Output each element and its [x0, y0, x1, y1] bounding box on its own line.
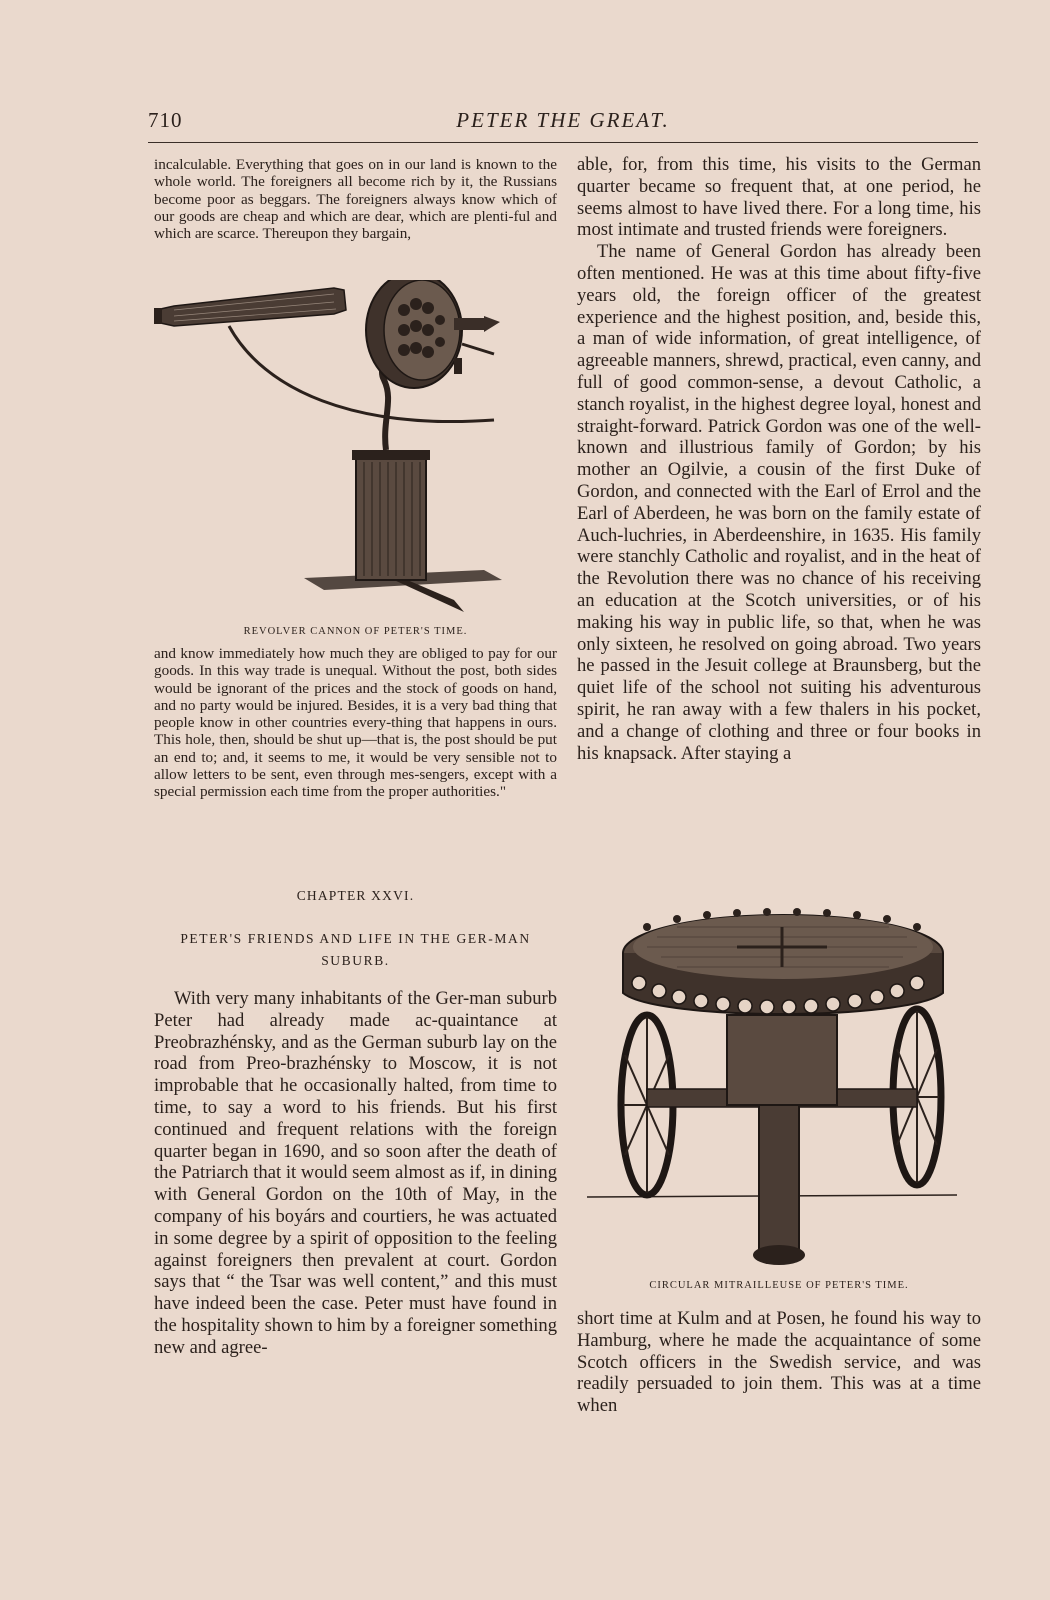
- chapter-number: CHAPTER XXVI.: [296, 888, 415, 903]
- paragraph-after-figure: and know immediately how much they are obliged to pay for our goods. In this way trade is unequal. Without the post, both sides would be ignorant of the prices and the stock of goods on hand, and no party would be injured. Besides, it is a very bad thing that people know in other countries every-thing that happens in ours. This hole, then, should be shut up—that is, the post should be put an end to; and, it seems to me, it would be very sensible not to allow letters to be sent, even through mes-sengers, except with a special permission each time from the proper authorities.": [154, 645, 557, 801]
- paragraph-top: incalculable. Everything that goes on in our land is known to the whole world. The foreigners all become rich by it, the Russians become poor as beggars. The foreigners always know which of our goods are cheap and which are dear, which are plenti-ful and which are scarce. Thereupon they bargain,: [154, 156, 557, 243]
- figure1-caption: REVOLVER CANNON OF PETER'S TIME.: [243, 626, 468, 637]
- left-column: [154, 156, 557, 242]
- left-column-continued: [154, 645, 557, 801]
- right-paragraph-3: short time at Kulm and at Posen, he found his way to Hamburg, where he made the acquaintance of some Scotch officers in the Swedish service, and was readily persuaded to join them. This was at a time when: [577, 1308, 981, 1417]
- chapter-heading: [154, 888, 557, 904]
- chapter-title-wrap: [154, 928, 557, 972]
- revolver-cannon-figure: [154, 280, 557, 630]
- running-title: PETER THE GREAT.: [456, 108, 670, 132]
- header-rule: [148, 142, 978, 143]
- figure2-caption-wrap: [577, 1280, 981, 1291]
- right-column-bottom: [577, 1308, 981, 1417]
- page-header: [148, 108, 978, 140]
- right-column: [577, 154, 981, 764]
- revolver-cannon-illustration: [154, 280, 557, 620]
- chapter-title: PETER'S FRIENDS AND LIFE IN THE GER-MAN SUBURB.: [180, 931, 531, 968]
- page-number: 710: [148, 108, 183, 132]
- figure1-caption-wrap: [154, 626, 557, 637]
- mitrailleuse-illustration: [577, 905, 981, 1277]
- chapter-paragraph: With very many inhabitants of the Ger-man suburb Peter had already made ac-quaintance at Preobrazhénsky, and as the German suburb lay on the road from Preo-brazhénsky to Moscow, it is not improbable that he occasionally halted, from time to time, to say a word to his friends. But his first continued and frequent relations with the foreign quarter began in 1690, and so soon after the death of the Patriarch that it would seem almost as if, in dining with General Gordon on the 10th of May, in the company of his boyárs and courtiers, he was actuated in some degree by a spirit of opposition to the feeling against foreigners then prevalent at court. Gordon says that “ the Tsar was well content,” and this must have indeed been the case. Peter must have found in the hospitality shown to him by a foreigner something new and agree-: [154, 988, 557, 1358]
- right-paragraph-2: The name of General Gordon has already been often mentioned. He was at this time about fifty-five years old, the foreign officer of the greatest experience and the highest position, and, beside this, a man of wide information, of great intelligence, of agreeable manners, shrewd, practical, even canny, and full of good common-sense, a devout Catholic, a stanch royalist, in the highest degree loyal, honest and straight-forward. Patrick Gordon was one of the well-known and illustrious family of Gordon; by his mother an Ogilvie, a cousin of the first Duke of Gordon, and connected with the Earl of Errol and the Earl of Aberdeen, he was born on the family estate of Auch-luchries, in Aberdeenshire, in 1635. His family were stanchly Catholic and royalist, and in the heat of the Revolution there was no chance of his receiving an education at the Scotch universities, or of his making his way in public life, so that, when he was only sixteen, he resolved on going abroad. Two years he passed in the Jesuit college at Braunsberg, but the quiet life of the school not suiting his adventurous spirit, he ran away with a few thalers in his pocket, and a change of clothing and three or four books in his knapsack. After staying a: [577, 241, 981, 764]
- chapter-body: [154, 988, 557, 1359]
- mitrailleuse-figure: [577, 905, 981, 1277]
- figure2-caption: CIRCULAR MITRAILLEUSE OF PETER'S TIME.: [649, 1280, 909, 1291]
- right-paragraph-1: able, for, from this time, his visits to the German quarter became so frequent that, at one period, he seems almost to have lived there. For a long time, his most intimate and trusted friends were foreigners.: [577, 154, 981, 241]
